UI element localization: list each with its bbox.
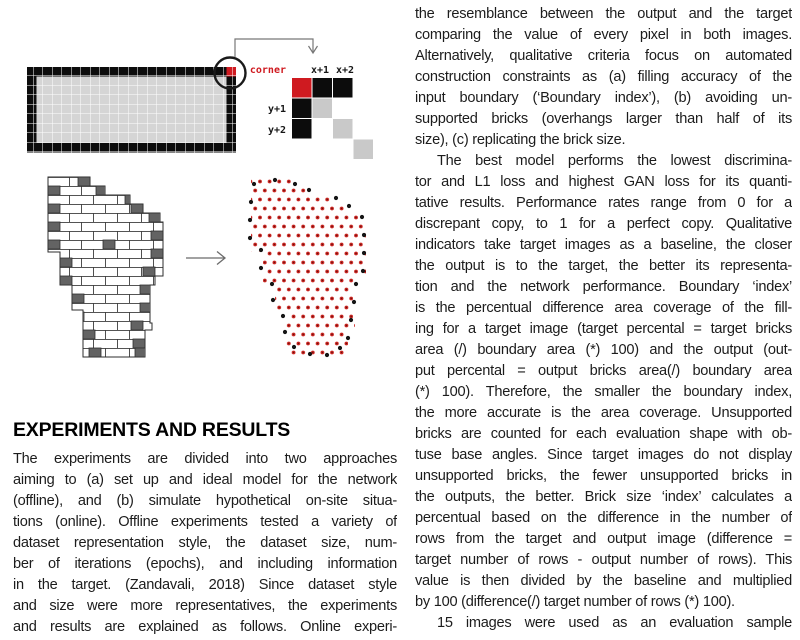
text-line: tor and L1 loss and highest GAN loss for its quanti- [415, 174, 792, 190]
right-arrow-icon [186, 252, 225, 265]
text-line: in the target. (Zandavali, 2018) Since dataset style [13, 577, 397, 593]
left-column-paragraph [13, 449, 397, 638]
text-line: the resemblance between the output and the target [415, 6, 792, 22]
text-line: comparing the value of every pixel in both images. [415, 27, 792, 43]
brick-to-dots-figure [40, 172, 380, 367]
text-line: tion and the network performance. Boundary ‘index’ [415, 279, 792, 295]
y1-label: y+1 [267, 104, 286, 115]
corner-detail-grid [292, 78, 373, 159]
text-line: (offline), and (b) simulate hypothetical on-site situa- [13, 493, 397, 509]
text-line: Alternatively, qualitative criteria focus on automated [415, 48, 792, 64]
text-line: percentual based on the difference in the number of [415, 510, 792, 526]
text-line: tative results. Performance rates range from 0 for a [415, 195, 792, 211]
corner-analysis-figure [14, 28, 394, 194]
text-line: The best model performs the lowest discrimina- [437, 153, 792, 169]
x1-label: x+1 [310, 65, 330, 76]
text-line: unsupported bricks, the fewer unsupported bricks in [415, 468, 792, 484]
text-line: indicators take target images as a baseline, the closer [415, 237, 792, 253]
text-line: tions (online). Offline experiments tested a variety of [13, 514, 397, 530]
text-line: and results are explained as follows. Online experi- [13, 619, 397, 635]
section-heading: EXPERIMENTS AND RESULTS [13, 419, 291, 441]
text-line: and size were more representatives, the experiments [13, 598, 397, 614]
text-line: the output is to the target, the better its representa- [415, 258, 792, 274]
text-line: size), (c) replicating the brick size. [415, 132, 626, 148]
text-line: the more accurate is the area coverage. Unsupported [415, 405, 792, 421]
text-line: supported bricks (overhangs larger than half of its [415, 111, 792, 127]
text-line: target number of rows - output number of rows). This [415, 552, 792, 568]
right-column [415, 4, 792, 634]
text-line: value is then divided by the baseline and multiplied [415, 573, 792, 589]
text-line: (*) 100). Therefore, the smaller the boundary index, [415, 384, 792, 400]
text-line: aiming to (a) set up and ideal model for the network [13, 472, 397, 488]
text-line: The experiments are divided into two approaches [13, 451, 397, 467]
text-line: discrepant copy, to 1 for a perfect copy. Qualitative [415, 216, 792, 232]
y2-label: y+2 [267, 125, 286, 136]
text-line: ber of iterations (epochs), and including information [13, 556, 397, 572]
text-line: put percental = output bricks area(/) boundary area [415, 363, 792, 379]
dot-pattern-shape [248, 177, 366, 357]
x2-label: x+2 [335, 65, 355, 76]
text-line: dataset representation style, the dataset size, num- [13, 535, 397, 551]
text-line: construction constraints as (a) filling accuracy of the [415, 69, 792, 85]
text-line: area (/) boundary area (*) 100) and the output (out- [415, 342, 792, 358]
right-paragraph-2 [415, 151, 792, 613]
text-line: is the percentual difference area coverage of the fill- [415, 300, 792, 316]
text-line: 15 images were used as an evaluation sample [437, 615, 792, 631]
text-line: bricks are counted for each evaluation shape with ob- [415, 426, 792, 442]
boundary-grid [27, 67, 236, 153]
right-paragraph-1 [415, 4, 792, 151]
text-line: the outputs, the better. Brick size ‘index’ calculates a [415, 489, 792, 505]
right-paragraph-3 [415, 613, 792, 634]
text-line: tuse base angles. Since target images do not display [415, 447, 792, 463]
text-line: ing for a target image (target percental = target bricks [415, 321, 792, 337]
text-line: by 100 (difference(/) target number of rows (*) 100). [415, 594, 735, 610]
corner-label: corner [249, 65, 286, 76]
callout-arrow-icon [235, 39, 318, 57]
text-line: input boundary (‘Boundary index’), (b) avoiding un- [415, 90, 792, 106]
text-line: rows from the target and output image (difference = [415, 531, 792, 547]
brick-wall-shape [48, 177, 163, 357]
